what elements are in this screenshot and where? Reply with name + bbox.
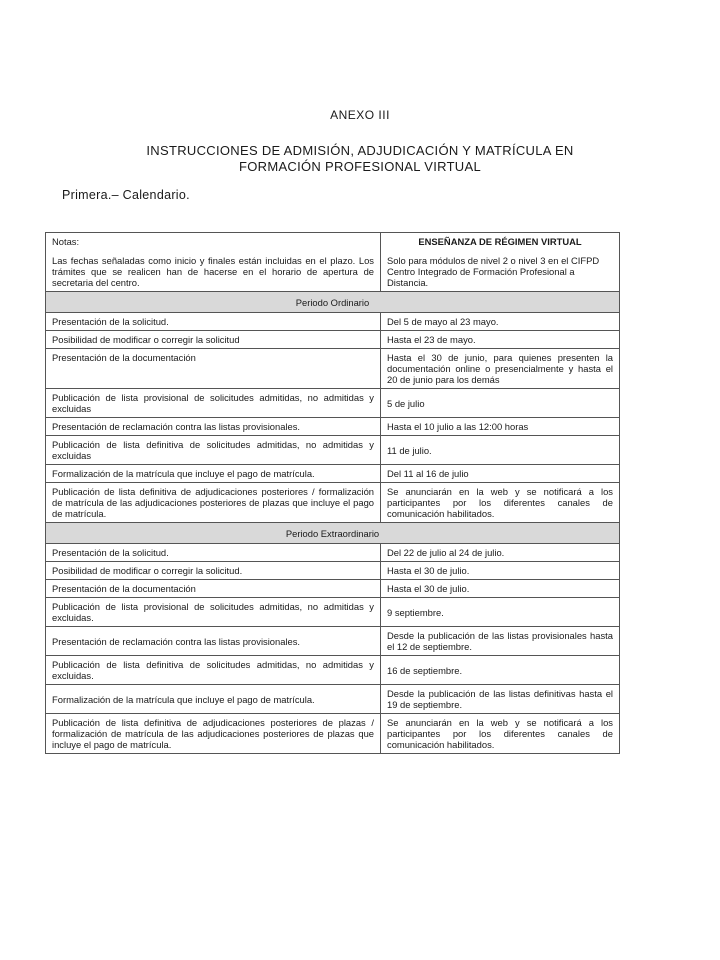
header-cell <box>381 233 620 292</box>
task-cell: Posibilidad de modificar o corregir la solicitud <box>46 331 381 349</box>
section-title: Primera.– Calendario. <box>62 188 190 202</box>
table-row <box>46 544 620 562</box>
table-row <box>46 465 620 483</box>
table-row <box>46 562 620 580</box>
task-cell: Presentación de reclamación contra las listas provisionales. <box>46 418 381 436</box>
notes-text: Las fechas señaladas como inicio y finales están incluidas en el plazo. Los trámites que se realicen han de hacerse en el horario de apertura de secretaria del centro. <box>52 255 374 288</box>
task-cell: Formalización de la matrícula que incluye el pago de matrícula. <box>46 685 381 714</box>
task-cell: Publicación de lista definitiva de adjudicaciones posteriores / formalización de matrícula de las adjudicaciones posteriores de plazas que incluye el pago de matrícula. <box>46 483 381 523</box>
date-cell: Se anunciarán en la web y se notificará a los participantes por los diferentes canales de comunicación habilitados. <box>381 714 620 754</box>
task-cell: Presentación de reclamación contra las listas provisionales. <box>46 627 381 656</box>
task-cell: Publicación de lista definitiva de solicitudes admitidas, no admitidas y excluidas. <box>46 656 381 685</box>
table-header-row <box>46 233 620 292</box>
date-cell: 16 de septiembre. <box>381 656 620 685</box>
date-cell: 5 de julio <box>381 389 620 418</box>
notes-label: Notas: <box>52 236 80 247</box>
date-cell: 9 septiembre. <box>381 598 620 627</box>
task-cell: Presentación de la documentación <box>46 580 381 598</box>
table-row <box>46 656 620 685</box>
main-title-line-2: FORMACIÓN PROFESIONAL VIRTUAL <box>238 159 481 174</box>
table-row <box>46 313 620 331</box>
table-row <box>46 714 620 754</box>
period-extraordinary-label: Periodo Extraordinario <box>46 523 620 544</box>
date-cell: Desde la publicación de las listas provisionales hasta el 12 de septiembre. <box>381 627 620 656</box>
header-title: ENSEÑANZA DE RÉGIMEN VIRTUAL <box>418 236 582 247</box>
table-row <box>46 580 620 598</box>
date-cell: Hasta el 10 julio a las 12:00 horas <box>381 418 620 436</box>
task-cell: Posibilidad de modificar o corregir la solicitud. <box>46 562 381 580</box>
date-cell: Hasta el 23 de mayo. <box>381 331 620 349</box>
table-row <box>46 331 620 349</box>
calendar-table <box>45 232 620 754</box>
header-description: Solo para módulos de nivel 2 o nivel 3 en el CIFPD Centro Integrado de Formación Profesional a Distancia. <box>387 255 600 288</box>
table-row <box>46 627 620 656</box>
date-cell: Del 5 de mayo al 23 mayo. <box>381 313 620 331</box>
table-row <box>46 436 620 465</box>
date-cell: Hasta el 30 de julio. <box>381 562 620 580</box>
table-row <box>46 389 620 418</box>
task-cell: Presentación de la documentación <box>46 349 381 389</box>
task-cell: Publicación de lista definitiva de solicitudes admitidas, no admitidas y excluidas <box>46 436 381 465</box>
period-extraordinary-row <box>46 523 620 544</box>
date-cell: Hasta el 30 de julio. <box>381 580 620 598</box>
date-cell: Se anunciarán en la web y se notificará a los participantes por los diferentes canales de comunicación habilitados. <box>381 483 620 523</box>
table-row <box>46 349 620 389</box>
table-row <box>46 598 620 627</box>
date-cell: 11 de julio. <box>381 436 620 465</box>
table-row <box>46 685 620 714</box>
annex-title: ANEXO III <box>330 108 390 122</box>
date-cell: Hasta el 30 de junio, para quienes presenten la documentación online o presencialmente y hasta el 20 de junio para los demás <box>381 349 620 389</box>
task-cell: Presentación de la solicitud. <box>46 313 381 331</box>
main-title <box>80 143 640 175</box>
task-cell: Publicación de lista definitiva de adjudicaciones posteriores de plazas / formalización de matrícula de las adjudicaciones posteriores de plazas que incluye el pago de matrícula. <box>46 714 381 754</box>
table-row <box>46 418 620 436</box>
period-ordinary-label: Periodo Ordinario <box>46 292 620 313</box>
task-cell: Presentación de la solicitud. <box>46 544 381 562</box>
task-cell: Publicación de lista provisional de solicitudes admitidas, no admitidas y excluidas. <box>46 598 381 627</box>
notes-cell <box>46 233 381 292</box>
date-cell: Desde la publicación de las listas definitivas hasta el 19 de septiembre. <box>381 685 620 714</box>
main-title-line-1: INSTRUCCIONES DE ADMISIÓN, ADJUDICACIÓN Y MATRÍCULA EN <box>146 143 574 158</box>
period-ordinary-row <box>46 292 620 313</box>
task-cell: Formalización de la matrícula que incluye el pago de matrícula. <box>46 465 381 483</box>
date-cell: Del 11 al 16 de julio <box>381 465 620 483</box>
task-cell: Publicación de lista provisional de solicitudes admitidas, no admitidas y excluidas <box>46 389 381 418</box>
date-cell: Del 22 de julio al 24 de julio. <box>381 544 620 562</box>
table-row <box>46 483 620 523</box>
